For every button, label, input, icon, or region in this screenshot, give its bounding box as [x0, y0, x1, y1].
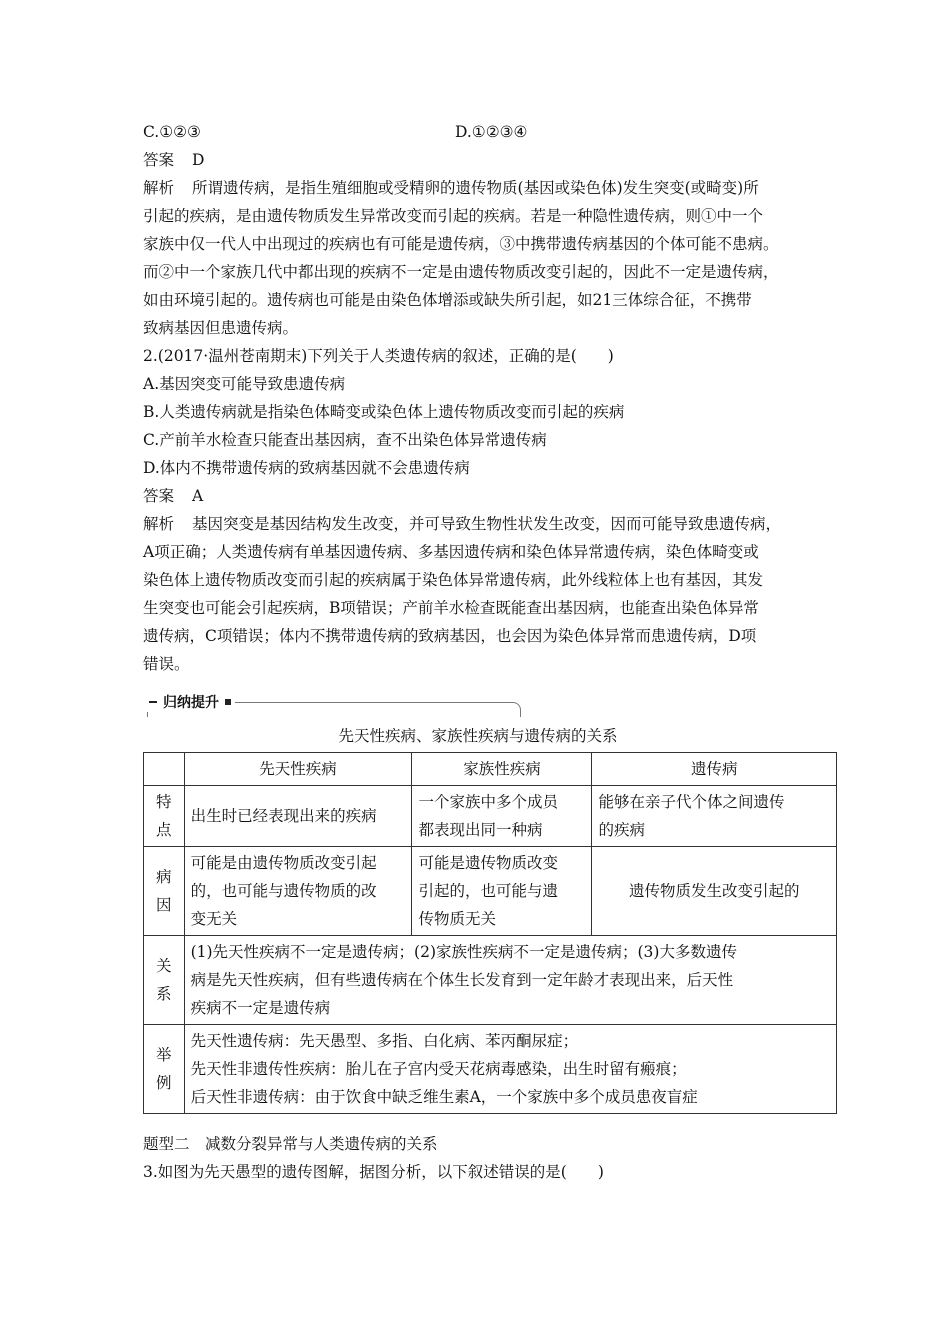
q1-answer [143, 146, 813, 174]
analysis-line: 遗传病，C项错误；体内不携带遗传病的致病基因，也会因为染色体异常而患遗传病，D项 [143, 627, 757, 645]
row-head-cause: 病 因 [144, 847, 185, 936]
q2-answer [143, 482, 813, 510]
analysis-line: 错误。 [143, 655, 190, 673]
analysis-label: 解析 [143, 515, 175, 533]
bar-decoration [149, 701, 157, 703]
table-corner-cell [144, 753, 185, 786]
q2-analysis [143, 510, 813, 678]
analysis-line: 基因突变是基因结构发生改变，并可导致生物性状发生改变，因而可能导致患遗传病， [192, 515, 782, 533]
row-head-feature: 特 点 [144, 786, 185, 847]
cause-genetic: 遗传物质发生改变引起的 [592, 847, 837, 936]
header-genetic: 遗传病 [592, 753, 837, 786]
q1-options [143, 118, 813, 146]
table-row-relation [144, 936, 837, 1025]
answer-label: 答案 [143, 151, 175, 169]
analysis-line: 家族中仅一代人中出现过的疾病也有可能是遗传病，③中携带遗传病基因的个体可能不患病。 [143, 235, 779, 253]
analysis-line: 如由环境引起的。遗传病也可能是由染色体增添或缺失所引起，如21三体综合征，不携带 [143, 291, 752, 309]
section-title: 题型二 减数分裂异常与人类遗传病的关系 [143, 1135, 438, 1153]
row-head-example: 举 例 [144, 1025, 185, 1114]
analysis-line: 染色体上遗传物质改变而引起的疾病属于染色体异常遗传病，此外线粒体上也有基因，其发 [143, 571, 764, 589]
row-head-relation: 关 系 [144, 936, 185, 1025]
cause-familial: 可能是遗传物质改变 引起的，也可能与遗 传物质无关 [412, 847, 592, 936]
header-familial: 家族性疾病 [412, 753, 592, 786]
q2-option-d: D.体内不携带遗传病的致病基因就不会患遗传病 [143, 459, 470, 477]
analysis-line: 致病基因但患遗传病。 [143, 319, 299, 337]
feature-congenital: 出生时已经表现出来的疾病 [184, 786, 412, 847]
summary-header [143, 690, 813, 718]
analysis-line: 引起的疾病，是由遗传物质发生异常改变而引起的疾病。若是一种隐性遗传病，则①中一个 [143, 207, 764, 225]
summary-tag [143, 692, 235, 712]
analysis-line: 生突变也可能会引起疾病，B项错误；产前羊水检查既能查出基因病，也能查出染色体异常 [143, 599, 759, 617]
analysis-label: 解析 [143, 179, 175, 197]
feature-familial: 一个家族中多个成员 都表现出同一种病 [412, 786, 592, 847]
q1-analysis [143, 174, 813, 342]
analysis-line: A项正确；人类遗传病有单基因遗传病、多基因遗传病和染色体异常遗传病，染色体畸变或 [143, 543, 759, 561]
comparison-table [143, 752, 837, 1114]
example-content: 先天性遗传病：先天愚型、多指、白化病、苯丙酮尿症； 先天性非遗传性疾病：胎儿在子宫内受天花病毒感染，出生时留有瘢痕； 后天性非遗传病：由于饮食中缺乏维生素A，一个家族中多个成员患夜盲症 [184, 1025, 836, 1114]
q2-option-b: B.人类遗传病就是指染色体畸变或染色体上遗传物质改变而引起的疾病 [143, 403, 625, 421]
q2-stem: 2.(2017·温州苍南期末)下列关于人类遗传病的叙述，正确的是( ) [143, 347, 614, 365]
table-title: 先天性疾病、家族性疾病与遗传病的关系 [338, 727, 618, 745]
analysis-line: 所谓遗传病，是指生殖细胞或受精卵的遗传物质(基因或染色体)发生突变(或畸变)所 [192, 179, 759, 197]
answer-value: A [192, 487, 204, 505]
table-row-feature [144, 786, 837, 847]
table-header-row [144, 753, 837, 786]
feature-genetic: 能够在亲子代个体之间遗传 的疾病 [592, 786, 837, 847]
table-row-example [144, 1025, 837, 1114]
page-content [143, 118, 813, 1186]
answer-label: 答案 [143, 487, 175, 505]
answer-value: D [192, 151, 205, 169]
q2-option-a: A.基因突变可能导致患遗传病 [143, 375, 346, 393]
square-dot-icon [225, 699, 231, 705]
q3-stem: 3.如图为先天愚型的遗传图解，据图分析，以下叙述错误的是( ) [143, 1163, 604, 1181]
cause-congenital: 可能是由遗传物质改变引起 的，也可能与遗传物质的改 变无关 [184, 847, 412, 936]
q1-option-d: D.①②③④ [455, 123, 528, 141]
summary-tag-label: 归纳提升 [163, 695, 219, 711]
q1-option-c: C.①②③ [143, 123, 201, 141]
relation-content: (1)先天性疾病不一定是遗传病；(2)家族性疾病不一定是遗传病；(3)大多数遗传 病是先天性疾病，但有些遗传病在个体生长发育到一定年龄才表现出来，后天性 疾病不一定是遗传病 [184, 936, 836, 1025]
table-row-cause [144, 847, 837, 936]
header-congenital: 先天性疾病 [184, 753, 412, 786]
analysis-line: 而②中一个家族几代中都出现的疾病不一定是由遗传物质改变引起的，因此不一定是遗传病， [143, 263, 779, 281]
q2-option-c: C.产前羊水检查只能查出基因病，查不出染色体异常遗传病 [143, 431, 547, 449]
